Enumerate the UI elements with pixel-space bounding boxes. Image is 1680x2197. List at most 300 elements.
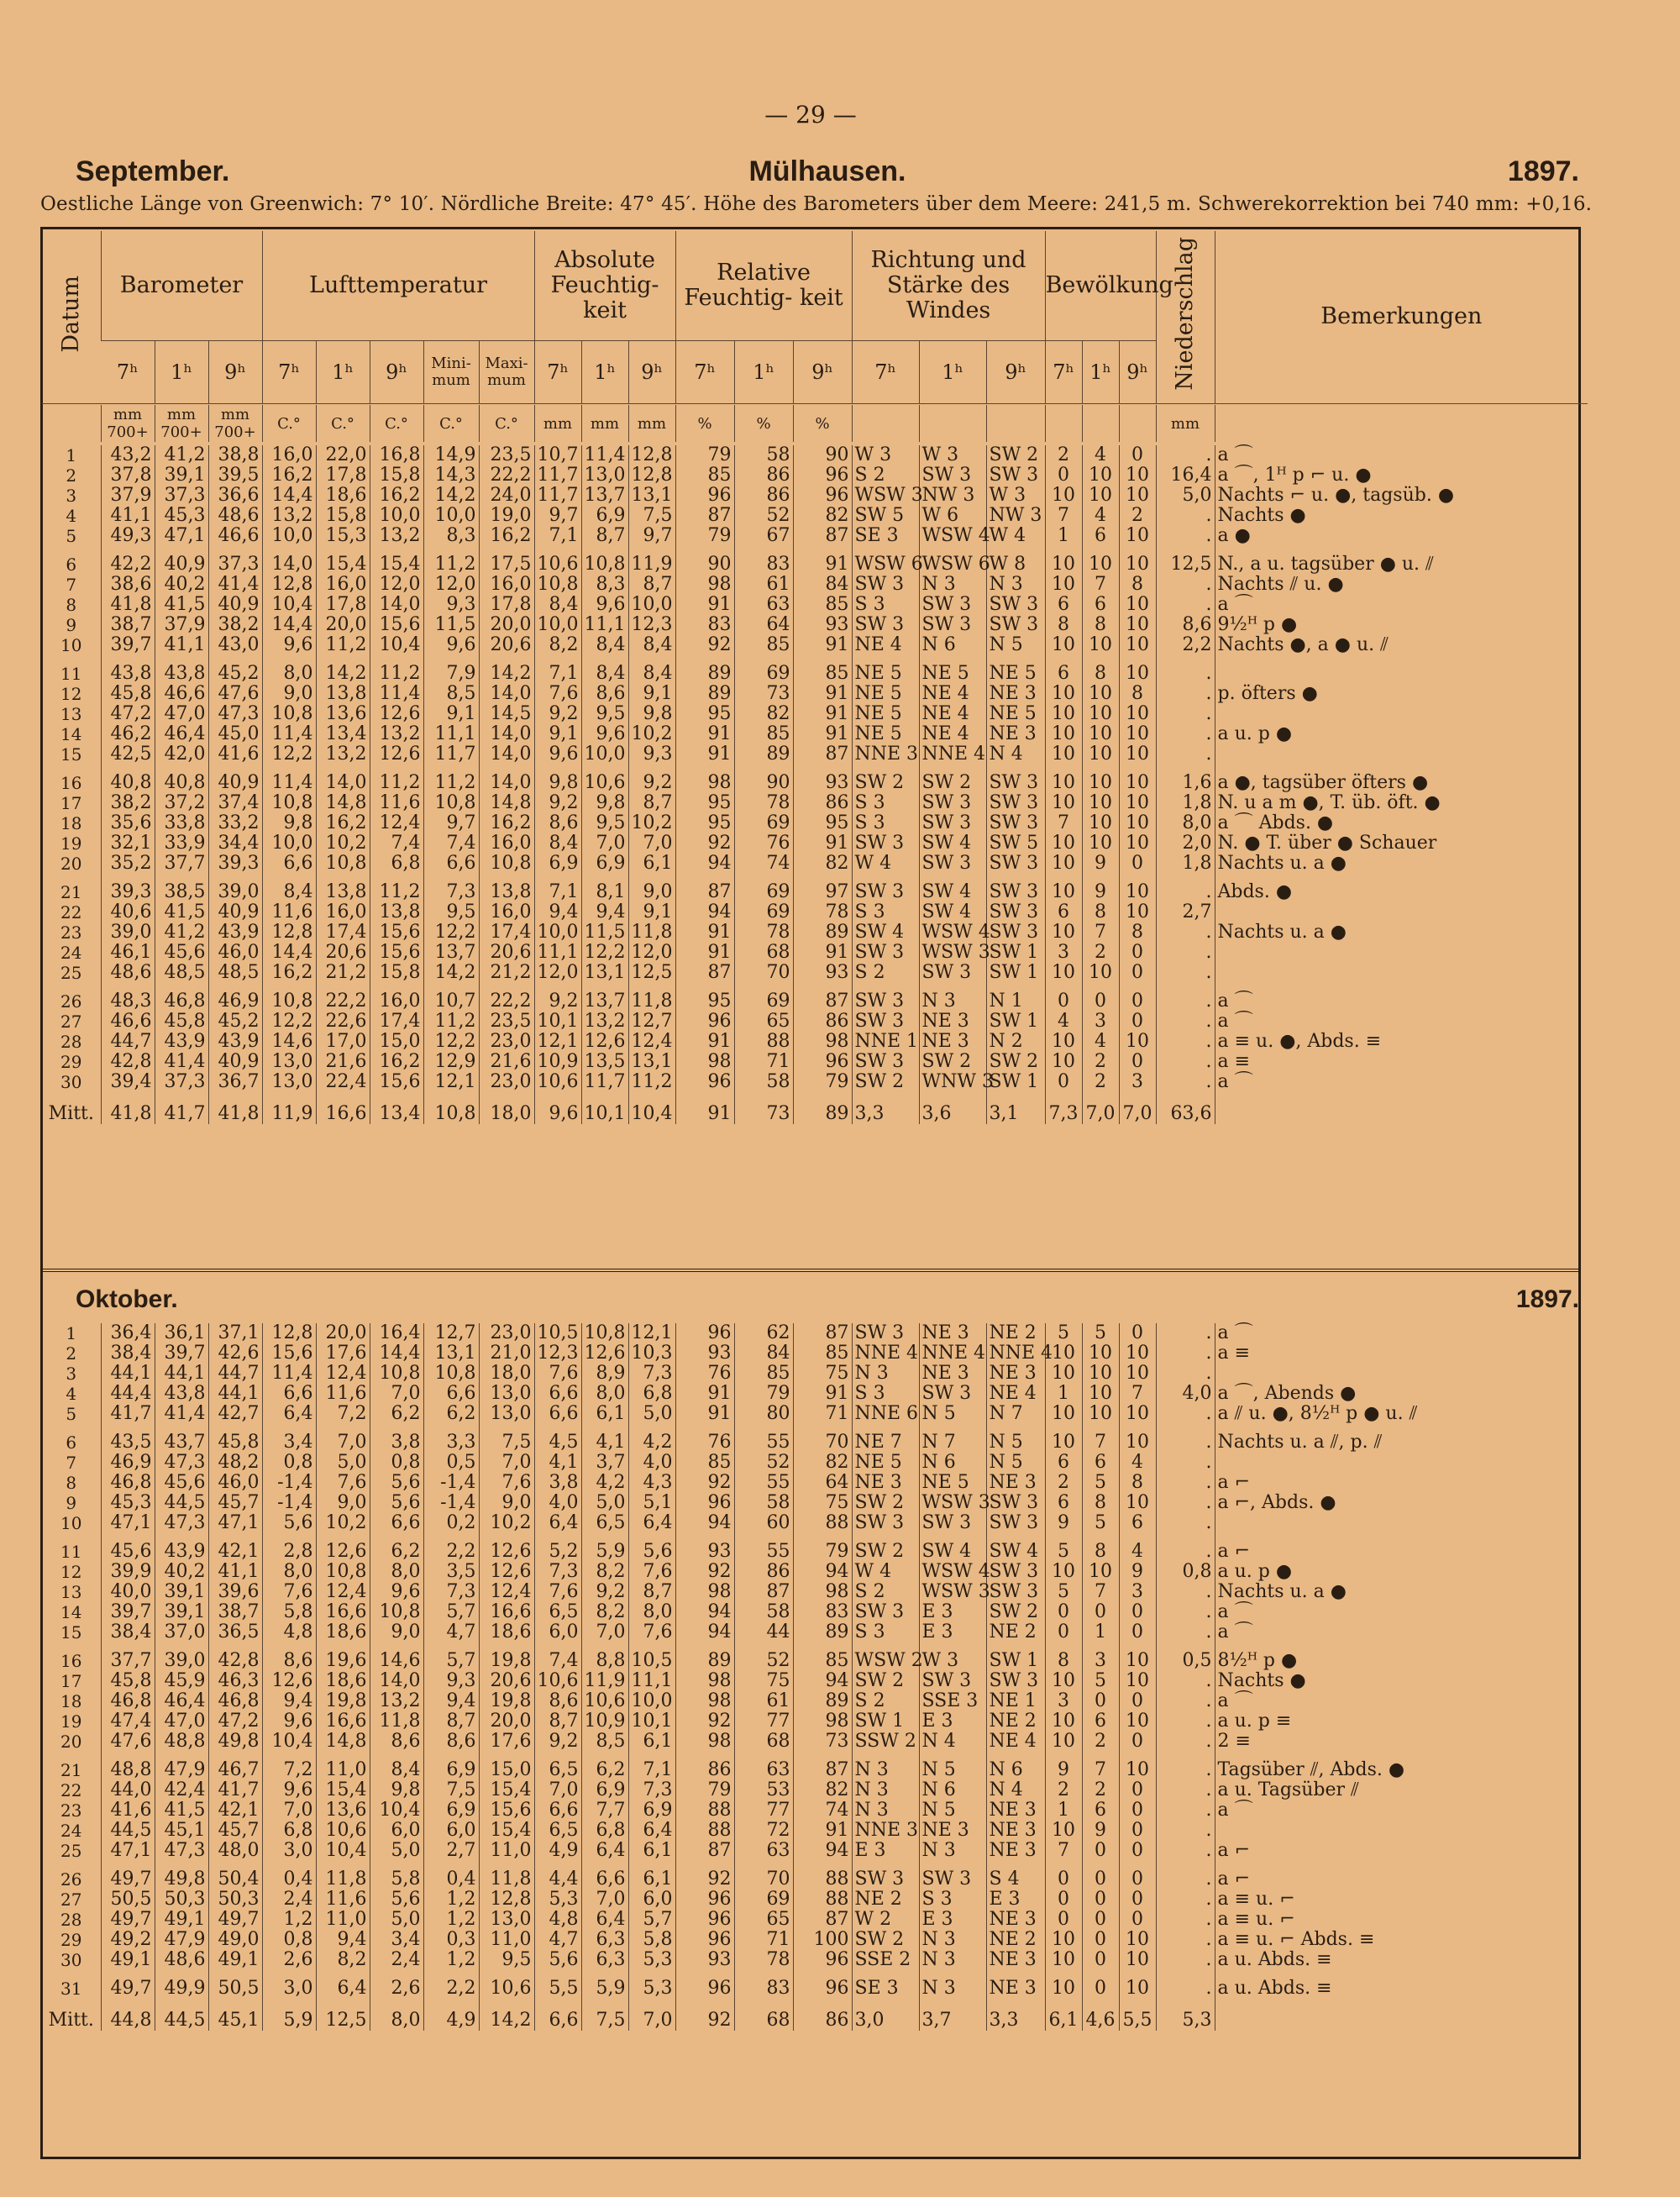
value-cell: NE 3 — [919, 1012, 986, 1032]
value-cell: 10,6 — [581, 1691, 628, 1711]
unit-cell: mm 700+ — [155, 405, 208, 442]
value-cell: 11,0 — [316, 1910, 370, 1930]
value-cell: NE 4 — [919, 704, 986, 724]
value-cell: NE 5 — [852, 655, 919, 684]
value-cell: . — [1156, 1343, 1215, 1364]
value-cell: 17,8 — [316, 595, 370, 615]
value-cell: 48,3 — [101, 983, 155, 1012]
value-cell: 13,2 — [316, 744, 370, 765]
value-cell: 10 — [1045, 854, 1082, 874]
value-cell: 4,8 — [262, 1622, 316, 1642]
mean-cell: 3,3 — [986, 1999, 1045, 2031]
page-number: — 29 — — [764, 101, 857, 129]
value-cell: 39,0 — [155, 1642, 208, 1671]
value-cell: 40,9 — [208, 902, 262, 922]
value-cell: . — [1156, 1800, 1215, 1821]
date-cell: 29 — [60, 1052, 82, 1072]
value-cell: 12,6 — [370, 744, 423, 765]
value-cell: 44,5 — [155, 1493, 208, 1513]
value-cell: 43,9 — [208, 922, 262, 943]
value-cell: 9,2 — [628, 765, 675, 793]
value-cell: 7,2 — [316, 1404, 370, 1424]
value-cell: 4,2 — [581, 1473, 628, 1493]
table-row — [42, 684, 1588, 704]
value-cell: 33,8 — [155, 813, 208, 833]
value-cell: 10 — [1045, 1711, 1082, 1732]
value-cell: SW 2 — [852, 1671, 919, 1691]
value-cell: 10,8 — [581, 1323, 628, 1343]
value-cell: 14,6 — [370, 1642, 423, 1671]
value-cell: 14,8 — [316, 793, 370, 813]
value-cell: E 3 — [986, 1890, 1045, 1910]
mean-cell — [1215, 1999, 1588, 2031]
mean-cell: 5,9 — [262, 1999, 316, 2031]
value-cell: 6 — [1082, 1800, 1119, 1821]
value-cell: . — [1156, 943, 1215, 963]
value-cell: 74 — [793, 1800, 852, 1821]
value-cell: 46,0 — [208, 1473, 262, 1493]
value-cell: 11,1 — [423, 724, 479, 744]
value-cell: 95 — [675, 983, 734, 1012]
value-cell: 40,8 — [101, 765, 155, 793]
value-cell: 9 — [1119, 1562, 1156, 1582]
value-cell: 45,2 — [208, 1012, 262, 1032]
date-cell: 1 — [66, 1323, 77, 1343]
value-cell: 7,6 — [534, 1582, 581, 1602]
value-cell: 13,1 — [423, 1343, 479, 1364]
mean-cell: 86 — [793, 1999, 852, 2031]
table-row — [42, 1950, 1588, 1970]
value-cell: N 7 — [986, 1404, 1045, 1424]
value-cell: 50,5 — [208, 1970, 262, 1999]
subheader-cell: 7ʰ — [852, 340, 919, 403]
value-cell: 7 — [1082, 1752, 1119, 1780]
value-cell: 11,6 — [316, 1384, 370, 1404]
value-cell: 10 — [1082, 684, 1119, 704]
subheader-cell: 1ʰ — [919, 340, 986, 403]
value-cell: 41,5 — [155, 1800, 208, 1821]
value-cell: 10,8 — [316, 854, 370, 874]
value-cell: 3,8 — [370, 1424, 423, 1453]
value-cell: 8,0 — [370, 1562, 423, 1582]
value-cell: 39,5 — [208, 465, 262, 486]
value-cell: SW 4 — [919, 874, 986, 902]
value-cell: . — [1156, 744, 1215, 765]
value-cell: 4 — [1119, 1453, 1156, 1473]
value-cell: 10 — [1045, 1343, 1082, 1364]
value-cell: 12,8 — [628, 445, 675, 465]
date-cell: 16 — [60, 1651, 82, 1671]
value-cell: N 6 — [986, 1752, 1045, 1780]
remark-cell — [1215, 902, 1588, 922]
value-cell: 10 — [1045, 575, 1082, 595]
value-cell: . — [1156, 1513, 1215, 1533]
value-cell: S 3 — [852, 902, 919, 922]
value-cell: SW 3 — [986, 874, 1045, 902]
value-cell: 7,0 — [581, 1622, 628, 1642]
value-cell: . — [1156, 506, 1215, 526]
remark-cell: p. öfters ● — [1215, 684, 1588, 704]
value-cell: 10 — [1119, 595, 1156, 615]
value-cell: 7 — [1082, 1424, 1119, 1453]
mean-cell: 89 — [793, 1092, 852, 1124]
value-cell: N 7 — [919, 1424, 986, 1453]
value-cell: 46,4 — [155, 724, 208, 744]
value-cell: 12,4 — [479, 1582, 534, 1602]
value-cell: 86 — [734, 465, 793, 486]
value-cell: 37,3 — [208, 546, 262, 575]
value-cell: 11,4 — [262, 724, 316, 744]
value-cell: 0,8 — [262, 1453, 316, 1473]
month-title: September. — [76, 155, 230, 187]
table-row — [42, 506, 1588, 526]
date-cell: 2 — [66, 1343, 77, 1364]
value-cell: 5 — [1082, 1323, 1119, 1343]
value-cell: 11,7 — [581, 1072, 628, 1092]
unit-cell: C.° — [479, 405, 534, 442]
month-separator — [40, 1269, 1581, 1272]
value-cell: 6,1 — [628, 854, 675, 874]
table-row — [42, 1562, 1588, 1582]
value-cell: 10 — [1119, 704, 1156, 724]
value-cell: 7,6 — [316, 1473, 370, 1493]
value-cell: 6,9 — [581, 1780, 628, 1800]
value-cell: 15,4 — [370, 546, 423, 575]
value-cell: WNW 3 — [919, 1072, 986, 1092]
table-row — [42, 1032, 1588, 1052]
value-cell: 47,1 — [101, 1513, 155, 1533]
value-cell: 3 — [1082, 1642, 1119, 1671]
value-cell: 96 — [793, 465, 852, 486]
value-cell: 47,6 — [208, 684, 262, 704]
value-cell: 49,2 — [101, 1930, 155, 1950]
remark-cell: N. ● T. über ● Schauer — [1215, 833, 1588, 854]
value-cell: 43,8 — [155, 1384, 208, 1404]
value-cell: 10 — [1045, 1930, 1082, 1950]
value-cell: 46,3 — [208, 1671, 262, 1691]
value-cell: 24,0 — [479, 486, 534, 506]
value-cell: 10 — [1045, 793, 1082, 813]
value-cell: NE 5 — [986, 704, 1045, 724]
value-cell: 48,8 — [155, 1732, 208, 1752]
value-cell: 39,1 — [155, 1602, 208, 1622]
value-cell: 98 — [675, 1691, 734, 1711]
value-cell: NW 3 — [986, 506, 1045, 526]
mean-label: Mitt. — [48, 2010, 94, 2031]
value-cell: SW 3 — [986, 922, 1045, 943]
mean-cell: 3,3 — [852, 1092, 919, 1124]
value-cell: 69 — [734, 813, 793, 833]
value-cell: 9,6 — [581, 595, 628, 615]
value-cell: 58 — [734, 1493, 793, 1513]
value-cell: . — [1156, 526, 1215, 546]
date-cell: 12 — [60, 1562, 82, 1582]
value-cell: 22,0 — [316, 445, 370, 465]
value-cell: 9,5 — [581, 813, 628, 833]
value-cell: 23,0 — [479, 1072, 534, 1092]
date-cell: 10 — [60, 635, 82, 655]
mean-cell: 13,4 — [370, 1092, 423, 1124]
date-cell: 23 — [60, 922, 82, 943]
value-cell: SW 2 — [852, 765, 919, 793]
value-cell: 8,0 — [262, 655, 316, 684]
value-cell: 12,2 — [423, 1032, 479, 1052]
date-cell: 21 — [60, 1760, 82, 1780]
value-cell: 91 — [675, 1032, 734, 1052]
value-cell: 1 — [1045, 526, 1082, 546]
value-cell: 14,4 — [262, 615, 316, 635]
mean-cell: 41,7 — [155, 1092, 208, 1124]
date-cell: 9 — [66, 615, 77, 635]
value-cell: . — [1156, 655, 1215, 684]
value-cell: 10 — [1119, 1752, 1156, 1780]
value-cell: 71 — [793, 1404, 852, 1424]
value-cell: 41,7 — [101, 1404, 155, 1424]
value-cell: N 5 — [919, 1800, 986, 1821]
value-cell: 10 — [1045, 1732, 1082, 1752]
value-cell: SW 3 — [919, 465, 986, 486]
date-cell: 13 — [60, 1582, 82, 1602]
value-cell: 37,9 — [101, 486, 155, 506]
value-cell: N 3 — [852, 1752, 919, 1780]
value-cell: 89 — [675, 1642, 734, 1671]
value-cell: . — [1156, 1364, 1215, 1384]
value-cell: 8,2 — [316, 1950, 370, 1970]
remark-cell — [1215, 963, 1588, 983]
value-cell: . — [1156, 1671, 1215, 1691]
remark-cell: a ⌒ — [1215, 445, 1588, 465]
value-cell: 58 — [734, 445, 793, 465]
value-cell: 10,4 — [262, 595, 316, 615]
value-cell: 8,2 — [534, 635, 581, 655]
value-cell: 6 — [1045, 902, 1082, 922]
table-row — [42, 1364, 1588, 1384]
value-cell: 12,8 — [262, 922, 316, 943]
value-cell: 93 — [675, 1343, 734, 1364]
value-cell: 16,0 — [316, 575, 370, 595]
value-cell: 85 — [793, 1642, 852, 1671]
table-row — [42, 854, 1588, 874]
value-cell: 14,0 — [479, 724, 534, 744]
value-cell: 11,0 — [479, 1841, 534, 1861]
value-cell: N 2 — [986, 1032, 1045, 1052]
value-cell: NE 1 — [986, 1691, 1045, 1711]
mean-cell: 4,6 — [1082, 1999, 1119, 2031]
value-cell: 15,0 — [370, 1032, 423, 1052]
value-cell: 5,1 — [628, 1493, 675, 1513]
value-cell: 8,4 — [370, 1752, 423, 1780]
value-cell: 98 — [675, 575, 734, 595]
value-cell: 6,4 — [316, 1970, 370, 1999]
value-cell: WSW 4 — [919, 922, 986, 943]
mean-cell: 3,6 — [919, 1092, 986, 1124]
table-row — [42, 465, 1588, 486]
value-cell: 11,4 — [370, 684, 423, 704]
value-cell: . — [1156, 1533, 1215, 1562]
value-cell: 12,6 — [262, 1671, 316, 1691]
table-row — [42, 1642, 1588, 1671]
value-cell: 86 — [734, 1562, 793, 1582]
col-datum: Datum — [42, 231, 101, 403]
value-cell: NE 3 — [986, 684, 1045, 704]
unit-cell — [852, 405, 919, 442]
value-cell: 39,7 — [155, 1343, 208, 1364]
value-cell: 11,0 — [316, 1752, 370, 1780]
date-cell: 22 — [60, 902, 82, 922]
remark-cell: a ≡ u. ⌐ — [1215, 1890, 1588, 1910]
value-cell: . — [1156, 1493, 1215, 1513]
value-cell: 5,8 — [628, 1930, 675, 1950]
value-cell: 12,6 — [316, 1533, 370, 1562]
value-cell: 83 — [793, 1602, 852, 1622]
value-cell: 34,4 — [208, 833, 262, 854]
value-cell: 0,8 — [1156, 1562, 1215, 1582]
value-cell: 16,2 — [262, 963, 316, 983]
date-cell: 8 — [66, 595, 77, 615]
unit-cell — [919, 405, 986, 442]
value-cell: 87 — [734, 1582, 793, 1602]
value-cell: 8,4 — [534, 833, 581, 854]
value-cell: 47,2 — [208, 1711, 262, 1732]
value-cell: 3,7 — [581, 1453, 628, 1473]
value-cell: 5,8 — [262, 1602, 316, 1622]
value-cell: 46,4 — [155, 1691, 208, 1711]
value-cell: . — [1156, 1780, 1215, 1800]
value-cell: 16,4 — [370, 1323, 423, 1343]
value-cell: SW 3 — [919, 1861, 986, 1890]
value-cell: 11,7 — [423, 744, 479, 765]
value-cell: 6,4 — [262, 1404, 316, 1424]
value-cell: SW 4 — [986, 1533, 1045, 1562]
value-cell: 77 — [734, 1800, 793, 1821]
value-cell: 49,1 — [101, 1950, 155, 1970]
value-cell: 86 — [793, 1012, 852, 1032]
date-cell: 12 — [60, 684, 82, 704]
subheader-cell: 9ʰ — [628, 340, 675, 403]
value-cell: SW 1 — [986, 943, 1045, 963]
value-cell: 46,8 — [155, 983, 208, 1012]
value-cell: 4,3 — [628, 1473, 675, 1493]
value-cell: 10,8 — [370, 1602, 423, 1622]
remark-cell: 8½ᴴ p ● — [1215, 1642, 1588, 1671]
value-cell: 17,4 — [370, 1012, 423, 1032]
value-cell: 4,0 — [628, 1453, 675, 1473]
value-cell: 23,5 — [479, 1012, 534, 1032]
value-cell: SW 3 — [919, 1384, 986, 1404]
value-cell: 2 — [1082, 1072, 1119, 1092]
value-cell: 49,7 — [208, 1910, 262, 1930]
value-cell: 9,3 — [423, 595, 479, 615]
value-cell: 39,3 — [101, 874, 155, 902]
table-row — [42, 1970, 1588, 1999]
value-cell: 91 — [793, 546, 852, 575]
remark-cell: 2 ≡ — [1215, 1732, 1588, 1752]
value-cell: 76 — [675, 1424, 734, 1453]
value-cell: 10,8 — [262, 793, 316, 813]
value-cell: 11,0 — [479, 1930, 534, 1950]
value-cell: 45,6 — [155, 1473, 208, 1493]
remark-cell: a ●, tagsüber öfters ● — [1215, 765, 1588, 793]
value-cell: SW 3 — [986, 1562, 1045, 1582]
value-cell: 39,0 — [101, 922, 155, 943]
date-cell: 15 — [60, 1622, 82, 1642]
table-row — [42, 1800, 1588, 1821]
remark-cell: a ≡ u. ⌐ — [1215, 1910, 1588, 1930]
value-cell: 5,0 — [1156, 486, 1215, 506]
value-cell: NE 2 — [986, 1711, 1045, 1732]
value-cell: WSW 3 — [852, 486, 919, 506]
value-cell: NE 3 — [986, 1473, 1045, 1493]
value-cell: 39,6 — [208, 1582, 262, 1602]
value-cell: NE 3 — [919, 1364, 986, 1384]
value-cell: SSE 3 — [919, 1691, 986, 1711]
value-cell: 13,2 — [370, 1691, 423, 1711]
value-cell: 92 — [675, 1473, 734, 1493]
value-cell: 10 — [1082, 704, 1119, 724]
value-cell: 43,7 — [155, 1424, 208, 1453]
value-cell: NE 3 — [986, 1910, 1045, 1930]
value-cell: 20,0 — [479, 1711, 534, 1732]
value-cell: 9,7 — [423, 813, 479, 833]
value-cell: 10,8 — [423, 1364, 479, 1384]
value-cell: SW 2 — [852, 1930, 919, 1950]
value-cell: 33,2 — [208, 813, 262, 833]
value-cell: 44,0 — [101, 1780, 155, 1800]
date-cell: 13 — [60, 704, 82, 724]
value-cell: 15,8 — [316, 506, 370, 526]
remark-cell: Nachts ⌐ u. ●, tagsüb. ● — [1215, 486, 1588, 506]
value-cell: 2 — [1082, 1780, 1119, 1800]
value-cell: . — [1156, 1323, 1215, 1343]
value-cell: 10,6 — [316, 1821, 370, 1841]
value-cell: 9,5 — [479, 1950, 534, 1970]
value-cell: N 4 — [986, 1780, 1045, 1800]
value-cell: 5 — [1045, 1533, 1082, 1562]
value-cell: 3,4 — [370, 1930, 423, 1950]
value-cell: WSW 3 — [919, 943, 986, 963]
value-cell: W 3 — [852, 445, 919, 465]
value-cell: 6,1 — [628, 1861, 675, 1890]
value-cell: 9,4 — [423, 1691, 479, 1711]
value-cell: 10 — [1045, 963, 1082, 983]
value-cell: 13,7 — [423, 943, 479, 963]
value-cell: 21,0 — [479, 1343, 534, 1364]
value-cell: SW 3 — [919, 595, 986, 615]
value-cell: 10 — [1119, 486, 1156, 506]
value-cell: N 4 — [919, 1732, 986, 1752]
value-cell: N 3 — [986, 575, 1045, 595]
value-cell: E 3 — [919, 1602, 986, 1622]
value-cell: SW 3 — [986, 465, 1045, 486]
value-cell: 45,2 — [208, 655, 262, 684]
value-cell: 10,5 — [534, 1323, 581, 1343]
value-cell: 98 — [675, 1582, 734, 1602]
value-cell: 14,0 — [479, 765, 534, 793]
date-cell: 20 — [60, 854, 82, 874]
value-cell: 12,6 — [370, 704, 423, 724]
value-cell: 41,2 — [155, 922, 208, 943]
value-cell: 6,6 — [534, 1384, 581, 1404]
value-cell: 23,5 — [479, 445, 534, 465]
value-cell: 6,2 — [581, 1752, 628, 1780]
value-cell: 78 — [793, 902, 852, 922]
mean-cell: 44,8 — [101, 1999, 155, 2031]
table-row — [42, 615, 1588, 635]
value-cell: 11,1 — [628, 1671, 675, 1691]
value-cell: NE 3 — [919, 1032, 986, 1052]
value-cell: 5,0 — [316, 1453, 370, 1473]
value-cell: 10 — [1119, 724, 1156, 744]
